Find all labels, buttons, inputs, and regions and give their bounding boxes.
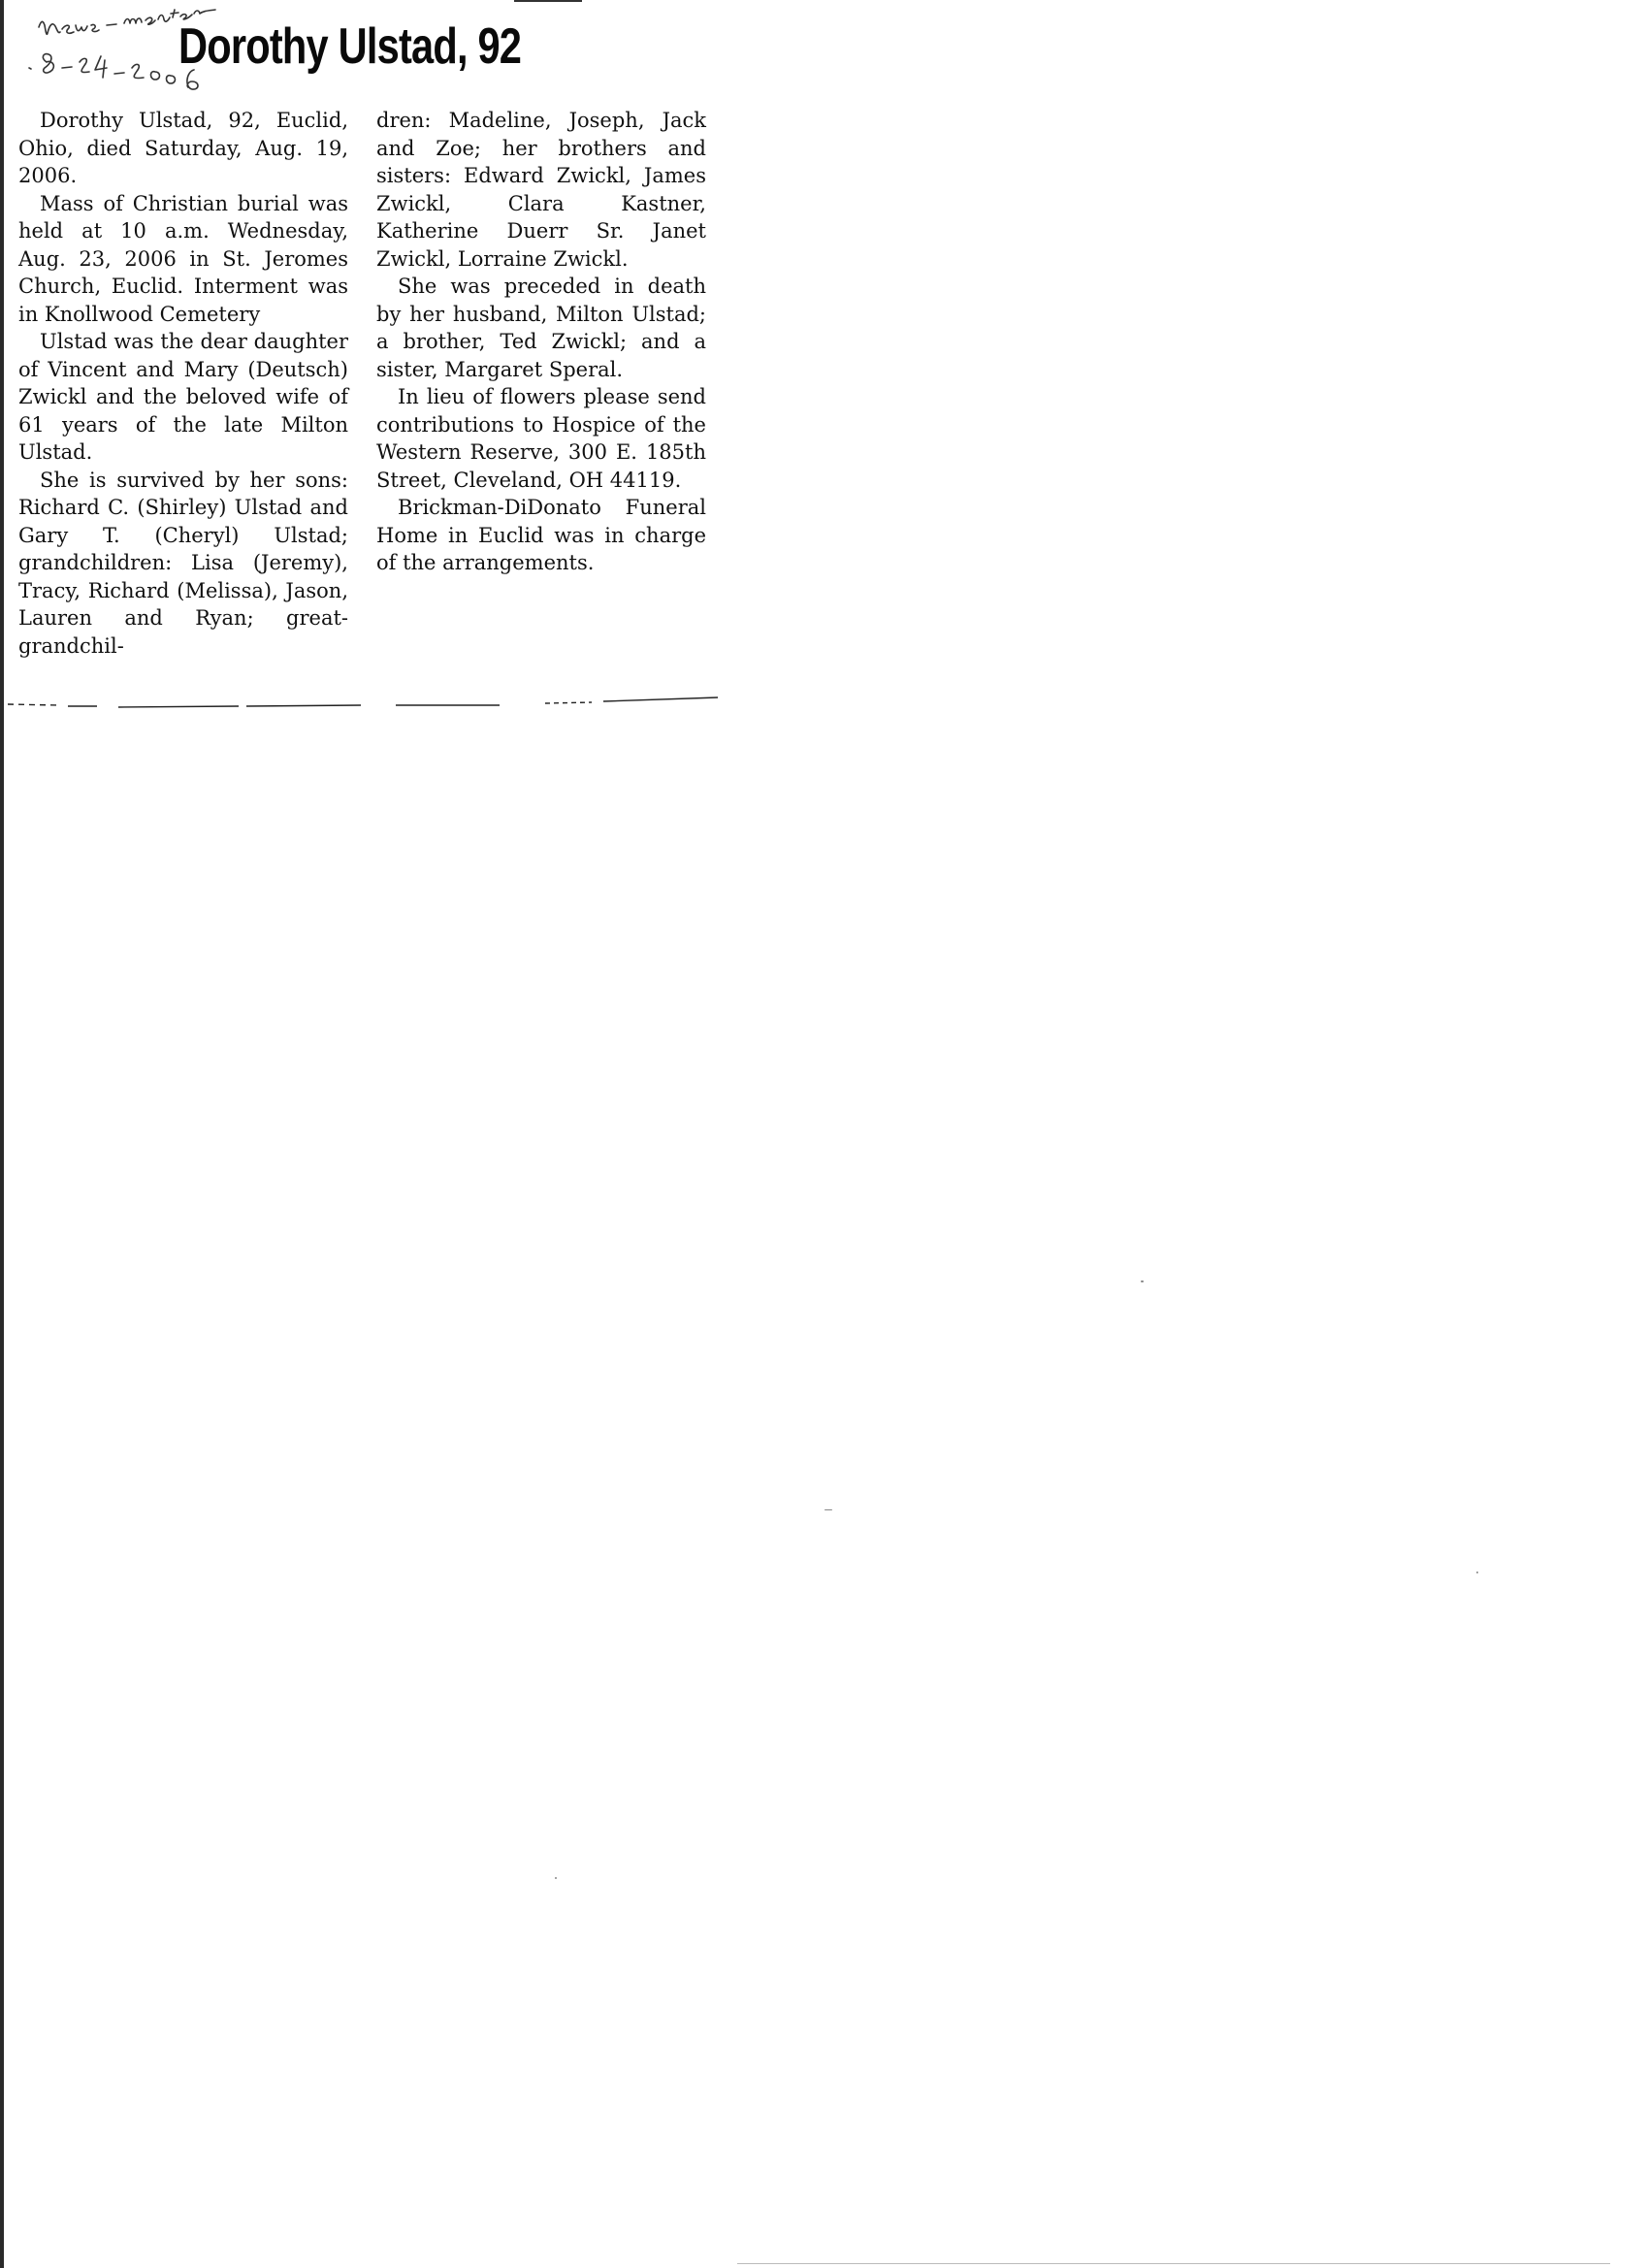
scan-bottom-line [737, 2263, 1610, 2264]
scan-speck [1476, 1571, 1478, 1573]
obituary-column-left [18, 107, 348, 660]
paragraph-family-origin: Ulstad was the dear daughter of Vincent and Mary (Deutsch) Zwickl and the beloved wife of 61 years of the late Milton Ulstad. [18, 330, 348, 464]
paragraph-burial: Mass of Christian burial was held at 10 a.m. Wednesday, Aug. 23, 2006 in St. Jeromes Church, Euclid. Interment was in Knollwood Cemetery [18, 191, 348, 326]
paragraph-survivors: She is survived by her sons: Richard C. (Shirley) Ulstad and Gary T. (Cheryl) Ulstad; grandchildren: Lisa (Jeremy), Tracy, Richard (Melissa), Jason, Lauren and Ryan; great-grandchil- [18, 468, 348, 658]
scan-left-edge [0, 0, 4, 2268]
obituary-headline: Dorothy Ulstad, 92 [178, 18, 522, 75]
scan-top-line [514, 0, 582, 2]
paragraph-death-notice: Dorothy Ulstad, 92, Euclid, Ohio, died Saturday, Aug. 19, 2006. [18, 109, 348, 187]
paragraph-survivors-continued: dren: Madeline, Joseph, Jack and Zoe; her brothers and sisters: Edward Zwickl, James Zwickl, Clara Kastner, Katherine Duerr Sr. Janet Zwickl, Lorraine Zwickl. [376, 109, 706, 271]
scan-speck [824, 1509, 832, 1510]
paragraph-preceded-in-death: She was preceded in death by her husband, Milton Ulstad; a brother, Ted Zwickl; and a sister, Margaret Speral. [376, 275, 706, 381]
scan-speck [1141, 1280, 1144, 1282]
obituary-column-right [376, 107, 706, 577]
scan-speck [555, 1877, 557, 1879]
paragraph-funeral-home: Brickman-DiDonato Funeral Home in Euclid was in charge of the arrangements. [376, 496, 706, 574]
paragraph-contributions: In lieu of flowers please send contributions to Hospice of the Western Reserve, 300 E. 185th Street, Cleveland, OH 44119. [376, 385, 706, 492]
clipping-bottom-rules [0, 684, 737, 713]
